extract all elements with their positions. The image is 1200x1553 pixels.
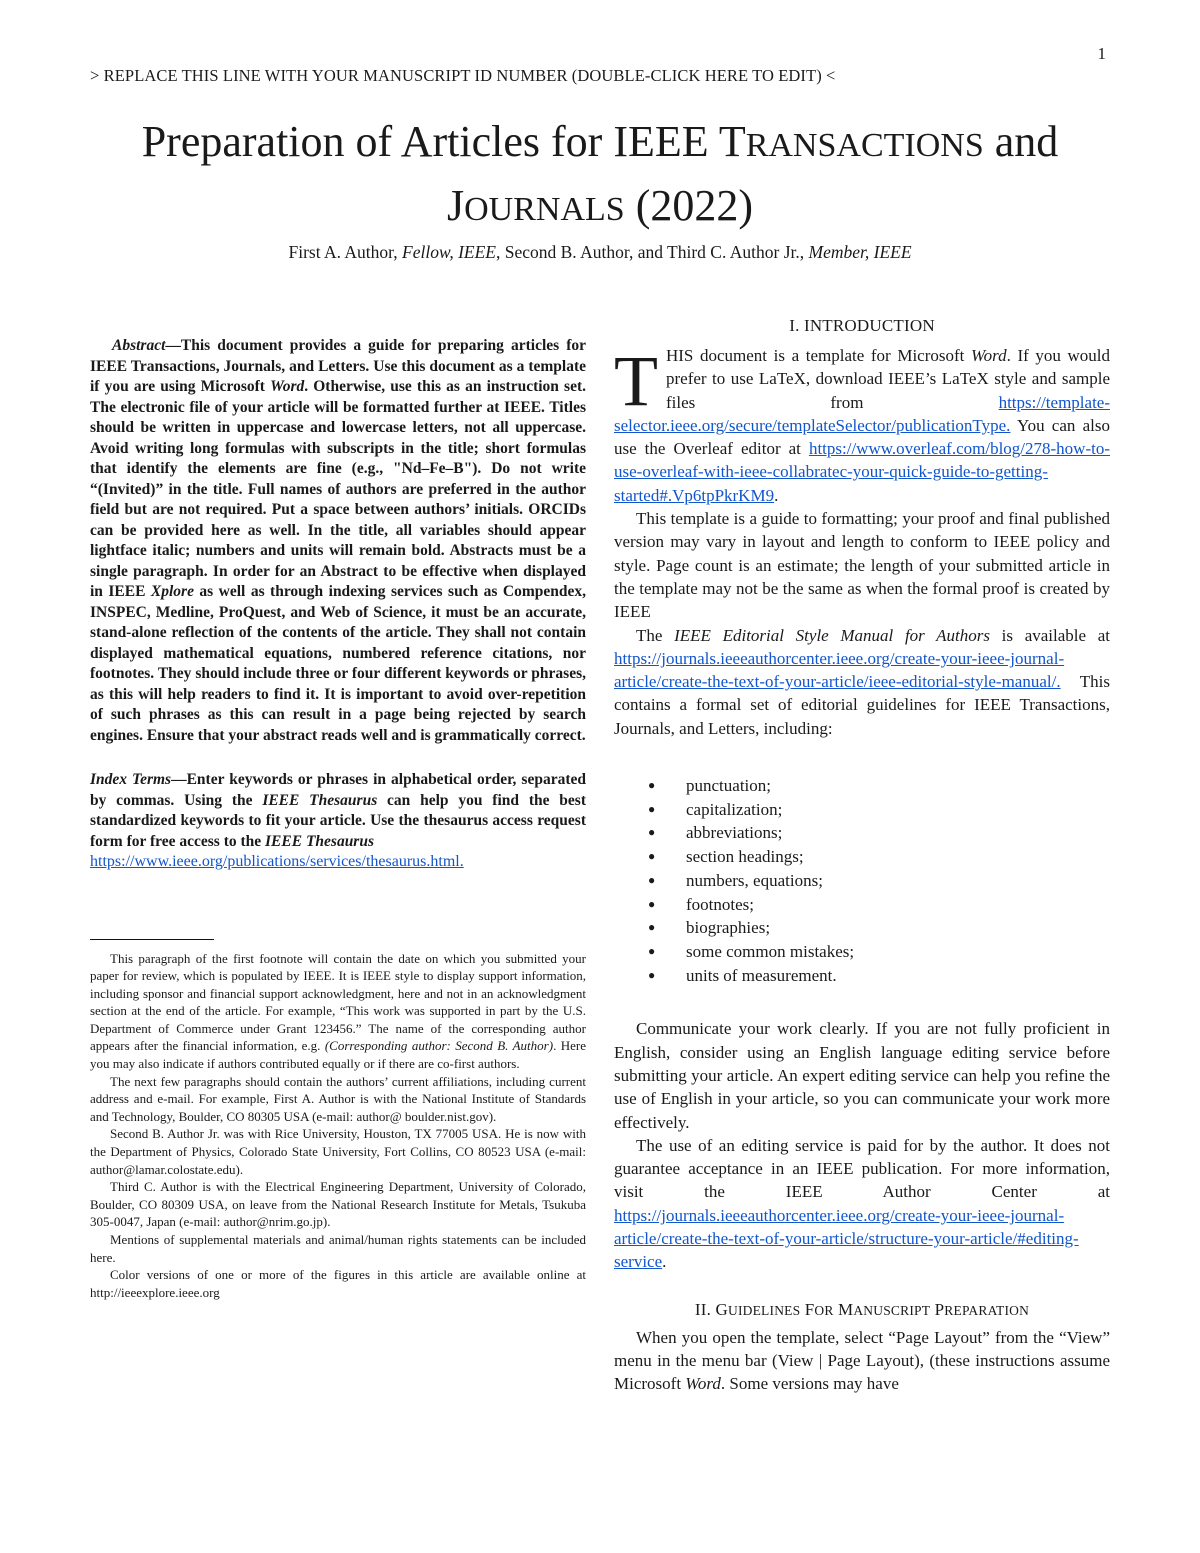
abstract [90, 336, 586, 746]
intro-paragraph-5 [614, 1134, 1110, 1274]
title-smallcaps: OURNALS [464, 191, 625, 228]
heading-smallcaps: REPARATION [944, 1302, 1030, 1318]
footnote-2: The next few paragraphs should contain the authors’ current affiliations, including current address and e-mail. For example, First A. Author is with the National Institute of Standards and Technology, Boulder, CO 80305 USA (e-mail: author@ boulder.nist.gov). [90, 1073, 586, 1124]
abstract-label: Abstract [112, 337, 166, 354]
index-terms-dash: — [171, 771, 187, 788]
list-item: ● biographies; [614, 916, 1110, 940]
list-item: ● some common mistakes; [614, 940, 1110, 964]
title-smallcaps: RANSACTIONS [745, 127, 984, 164]
index-terms-text: Enter keywords or phrases in alphabetical order, separated by commas. Using the [90, 771, 587, 809]
left-column [90, 336, 586, 1301]
section-heading-introduction: I. INTRODUCTION [789, 316, 935, 335]
overleaf-link[interactable]: https://www.overleaf.com/blog/278-how-to-use-overleaf-with-ieee-collabratec-your-quick-guide-to-getting-started#.Vp6tpPkrKM9 [614, 439, 1110, 505]
footnote-divider [90, 939, 214, 940]
section-heading-guidelines [614, 1300, 1110, 1320]
guidelines-list [614, 774, 1110, 987]
author-1-role: Fellow, IEEE [402, 242, 496, 262]
intro-paragraph-4: Communicate your work clearly. If you are not fully proficient in English, consider using an English language editing service before submitting your article. An expert editing service can help you refine the use of English in your article, so you can communicate your work more effectively. [614, 1019, 1110, 1132]
heading-part: M [833, 1299, 854, 1319]
manuscript-id-header[interactable]: > REPLACE THIS LINE WITH YOUR MANUSCRIPT ID NUMBER (DOUBLE-CLICK HERE TO EDIT) < [90, 66, 836, 85]
paragraph-text: is available at [990, 625, 1110, 645]
list-item: ● units of measurement. [614, 964, 1110, 988]
abstract-dash: — [165, 337, 181, 354]
word-italic: Word [970, 346, 1007, 365]
paragraph-text: HIS document is a template for Microsoft [665, 346, 971, 365]
right-column [614, 316, 1110, 1396]
heading-part: II. G [694, 1299, 729, 1319]
style-manual-link[interactable]: https://journals.ieeeauthorcenter.ieee.org/create-your-ieee-journal-article/create-the-text-of-your-article/ieee-editorial-style-manual/. [614, 648, 1065, 692]
list-item: ● section headings; [614, 845, 1110, 869]
title-part: (2022) [624, 181, 753, 230]
heading-smallcaps: ANUSCRIPT [853, 1302, 931, 1318]
page-number: 1 [1097, 44, 1106, 63]
paragraph-text: . [774, 485, 779, 505]
footnote-text: . Here you may also indicate if authors contributed equally or if there are co-first authors. [90, 1038, 586, 1072]
index-terms [90, 770, 586, 873]
list-item: ● numbers, equations; [614, 869, 1110, 893]
footnote-text: This paragraph of the first footnote will contain the date on which you submitted your paper for review, which is populated by IEEE. It is IEEE style to display support information, including sponsor and financial support acknowledgment, here and not in an acknowledgment section at the end of the article. For example, “This work was supported in part by the U.S. Department of Commerce under Grant 123456.” The name of the corresponding author appears after the financial information, e.g. [90, 950, 586, 1054]
abstract-text: as well as through indexing services such as Compendex, INSPEC, Medline, ProQuest, and Web of Science, it must be an accurate, stand-alone reflection of the contents of the article. They shall not contain displayed mathematical equations, numbered reference citations, nor footnotes. They should include three or four different keywords or phrases, as this will help readers to find it. It is important to avoid over-repetition of such phrases as this can result in a page being rejected by search engines. Ensure that your abstract reads well and is grammatically correct. [90, 583, 586, 744]
word-italic: Word [685, 1374, 721, 1394]
style-manual-title: IEEE Editorial Style Manual for Authors [674, 625, 990, 645]
list-item: ● capitalization; [614, 798, 1110, 822]
list-item: ● punctuation; [614, 774, 1110, 798]
paragraph-text: You can also use the Overleaf editor at [614, 415, 1110, 459]
intro-paragraph-1 [614, 341, 1110, 507]
latex-template-link[interactable]: https://template-selector.ieee.org/secure/templateSelector/publicationType. [614, 392, 1110, 435]
footnote-1 [90, 950, 586, 1073]
abstract-xplore: Xplore [150, 583, 194, 600]
abstract-text: This document provides a guide for preparing articles for IEEE Transactions, Journals, and Letters. Use this document as a template if you are using Microsoft [90, 337, 586, 395]
footnote-3: Second B. Author Jr. was with Rice University, Houston, TX 77005 USA. He is now with the Department of Physics, Colorado State University, Fort Collins, CO 80523 USA (e-mail: author@lamar.colostate.edu). [90, 1126, 586, 1177]
abstract-text: . Otherwise, use this as an instruction set. The electronic file of your article will be formatted further at IEEE. Titles should be written in uppercase and lowercase letters, not all uppercase. Avoid writing long formulas with subscripts in the title; short formulas that identify the elements are fine (e.g., "Nd–Fe–B"). Do not write “(Invited)” in the title. Full names of authors are preferred in the author field but are not required. Put a space between authors’ initials. ORCIDs can be provided here as well. In the title, all variables should appear lightface italic; numbers and units will remain bold. Abstracts must be a single paragraph. In order for an Abstract to be effective when displayed in IEEE [90, 378, 586, 600]
paragraph-text: . If you would prefer to use LaTeX, download IEEE’s LaTeX style and sample files from [665, 346, 1110, 412]
intro-paragraph-2: This template is a guide to formatting; your proof and final published version may vary in layout and length to conform to IEEE policy and style. Page count is an estimate; the length of your submitted article in the template may not be the same as when the formal proof is created by IEEE [614, 509, 1110, 622]
paragraph-text: The [636, 625, 675, 645]
drop-cap: T [614, 341, 658, 421]
paragraph-text: . [662, 1252, 667, 1272]
author-1: First A. Author, [288, 242, 403, 262]
index-terms-label: Index Terms [90, 771, 172, 788]
title-part: Preparation of Articles for IEEE T [141, 117, 746, 166]
footnote-5: Mentions of supplemental materials and animal/human rights statements can be included here. [90, 1232, 586, 1265]
list-item: ● footnotes; [614, 893, 1110, 917]
abstract-word: Word [270, 378, 305, 395]
title-part: J [446, 181, 465, 230]
paragraph-text: The use of an editing service is paid for by the author. It does not guarantee acceptance in an IEEE publication. For more information, visit the IEEE Author Center at [614, 1135, 1110, 1202]
author-3-role: Member, IEEE [808, 242, 912, 262]
footnote-6: Color versions of one or more of the figures in this article are available online at http://ieeexplore.ieee.org [90, 1267, 586, 1300]
heading-part: F [800, 1299, 815, 1319]
editing-service-link[interactable]: https://journals.ieeeauthorcenter.ieee.org/create-your-ieee-journal-article/create-the-text-of-your-article/structure-your-article/#editing-service [614, 1205, 1079, 1272]
index-terms-text: can help you find the best standardized keywords to fit your article. Use the thesaurus access request form for free access to the [90, 791, 586, 850]
index-terms-thesaurus: IEEE Thesaurus [265, 832, 374, 850]
paragraph-text: . Some versions may have [720, 1374, 899, 1394]
heading-part: P [930, 1299, 945, 1319]
heading-smallcaps: OR [814, 1302, 834, 1318]
list-item: ● abbreviations; [614, 821, 1110, 845]
thesaurus-link[interactable]: https://www.ieee.org/publications/services/thesaurus.html. [90, 853, 464, 870]
guidelines-paragraph-1 [614, 1326, 1110, 1396]
author-line [60, 242, 1140, 263]
title-part: and [983, 117, 1059, 166]
author-2-3: , Second B. Author, and Third C. Author Jr., [495, 242, 809, 262]
paper-title [60, 112, 1140, 240]
index-terms-thesaurus: IEEE Thesaurus [262, 791, 378, 809]
intro-paragraph-3 [614, 624, 1110, 740]
paragraph-text: When you open the template, select “Page Layout” from the “View” menu in the menu bar (View | Page Layout), (these instructions assume Microsoft [614, 1327, 1110, 1394]
paragraph-text: This contains a formal set of editorial guidelines for IEEE Transactions, Journals, and Letters, including: [614, 672, 1110, 738]
corresponding-author: (Corresponding author: Second B. Author) [324, 1038, 554, 1054]
heading-smallcaps: UIDELINES [728, 1302, 801, 1318]
footnote-4: Third C. Author is with the Electrical Engineering Department, University of Colorado, Boulder, CO 80309 USA, on leave from the National Research Institute for Metals, Tsukuba 305-0047, Japan (e-mail: author@nrim.go.jp). [90, 1179, 586, 1230]
